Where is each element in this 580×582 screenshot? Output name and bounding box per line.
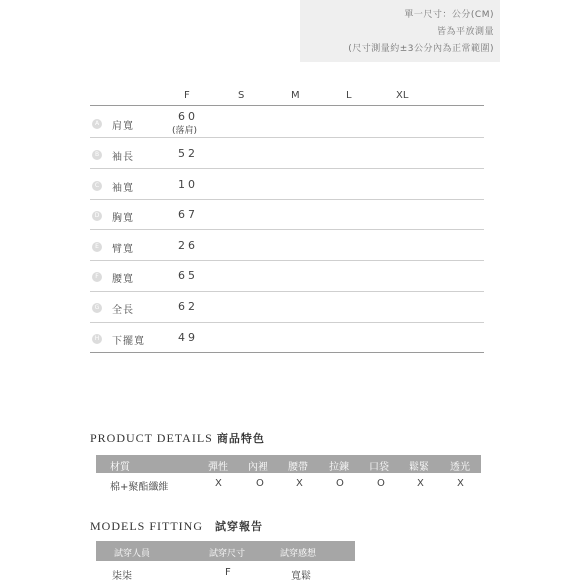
row-letter-badge: B	[92, 150, 102, 160]
row-value-note: (落肩)	[172, 126, 198, 136]
row-letter-badge: C	[92, 181, 102, 191]
row-label: 袖長	[112, 152, 134, 163]
row-label: 肩寬	[112, 121, 134, 132]
row-letter-badge: D	[92, 211, 102, 221]
row-value: 65	[178, 269, 198, 282]
product-details-header: 口袋	[369, 462, 389, 473]
row-letter-badge: G	[92, 303, 102, 313]
row-letter-badge: E	[92, 242, 102, 252]
models-fitting-cell: F	[225, 567, 231, 578]
row-label: 臂寬	[112, 244, 134, 255]
product-details-header: 拉鍊	[329, 462, 349, 473]
row-label: 下擺寬	[112, 336, 145, 347]
table-divider	[90, 352, 484, 353]
row-value: 60	[178, 110, 198, 123]
row-letter-badge: H	[92, 334, 102, 344]
row-value: 52	[178, 147, 198, 160]
table-divider	[90, 260, 484, 261]
product-details-cell: X	[215, 478, 222, 489]
row-value: 67	[178, 208, 198, 221]
table-divider	[90, 229, 484, 230]
size-header-f: F	[184, 90, 190, 101]
models-fitting-title-en: MODELS FITTING	[90, 519, 203, 533]
size-header-m: M	[291, 90, 300, 101]
models-fitting-cell: 柒柒	[112, 571, 132, 582]
product-details-title	[90, 430, 265, 446]
size-header-xl: XL	[396, 90, 409, 101]
row-label: 袖寬	[112, 183, 134, 194]
product-details-header: 彈性	[208, 462, 228, 473]
table-divider	[90, 105, 484, 106]
product-details-header: 透光	[450, 462, 470, 473]
product-details-cell: O	[336, 478, 344, 489]
row-label: 全長	[112, 305, 134, 316]
row-label: 腰寬	[112, 274, 134, 285]
table-divider	[90, 137, 484, 138]
models-fitting-title-cn: 試穿報告	[215, 520, 263, 533]
size-header-l: L	[346, 90, 352, 101]
row-value: 10	[178, 178, 198, 191]
models-fitting-header-bar	[96, 541, 355, 561]
models-fitting-title	[90, 518, 263, 534]
unit-note-box	[300, 0, 500, 62]
models-fitting-cell: 寬鬆	[291, 571, 311, 582]
models-fitting-header: 試穿尺寸	[209, 549, 246, 559]
product-details-title-en: PRODUCT DETAILS	[90, 431, 213, 445]
product-details-header: 鬆緊	[409, 462, 429, 473]
size-header-s: S	[238, 90, 245, 101]
table-divider	[90, 199, 484, 200]
row-value: 26	[178, 239, 198, 252]
table-divider	[90, 291, 484, 292]
product-details-cell: 棉+聚酯纖維	[110, 482, 169, 493]
product-details-header: 內裡	[248, 462, 268, 473]
product-details-cell: O	[256, 478, 264, 489]
unit-note-line: 單一尺寸：公分(CM)	[404, 10, 494, 20]
product-details-cell: X	[417, 478, 424, 489]
row-label: 胸寬	[112, 213, 134, 224]
table-divider	[90, 168, 484, 169]
unit-note-line: (尺寸測量約±3公分內為正常範圍)	[348, 44, 494, 54]
models-fitting-header: 試穿人員	[114, 549, 151, 559]
unit-note-line: 皆為平放測量	[436, 27, 494, 37]
product-details-header: 腰帶	[288, 462, 308, 473]
row-value: 62	[178, 300, 198, 313]
models-fitting-header: 試穿感想	[280, 549, 317, 559]
product-details-title-cn: 商品特色	[216, 432, 265, 445]
row-letter-badge: F	[92, 272, 102, 282]
row-value: 49	[178, 331, 198, 344]
product-details-cell: O	[377, 478, 385, 489]
product-details-cell: X	[457, 478, 464, 489]
product-details-header: 材質	[110, 462, 130, 473]
table-divider	[90, 322, 484, 323]
row-letter-badge: A	[92, 119, 102, 129]
product-details-header-bar	[96, 455, 481, 473]
product-details-cell: X	[296, 478, 303, 489]
